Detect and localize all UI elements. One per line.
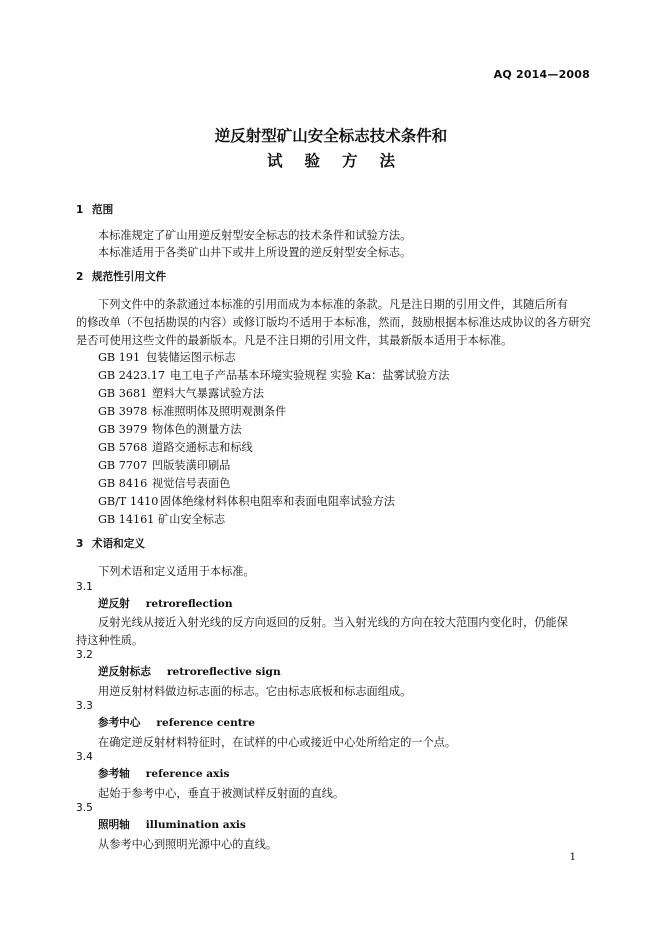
term-definition-line: 起始于参考中心，垂直于被测试样反射面的直线。 xyxy=(98,787,345,800)
section-1-heading xyxy=(76,203,113,217)
reference-title: 标准照明体及照明观测条件 xyxy=(152,405,287,418)
document-title-line-1: 逆反射型矿山安全标志技术条件和 xyxy=(214,127,448,145)
reference-item xyxy=(98,493,395,509)
section-3-intro: 下列术语和定义适用于本标准。 xyxy=(98,565,255,578)
term-chinese: 照明轴 xyxy=(98,819,130,831)
reference-title: 固体绝缘材料体积电阻率和表面电阻率试验方法 xyxy=(160,495,395,508)
section-2-title: 规范性引用文件 xyxy=(92,271,167,283)
term-number: 3.1 xyxy=(76,581,93,593)
term-definition-line: 在确定逆反射材料特征时，在试样的中心或接近中心处所给定的一个点。 xyxy=(98,736,457,749)
term-definition-line: 持这种性质。 xyxy=(76,634,144,647)
section-2-number: 2 xyxy=(76,271,84,283)
reference-title: 塑料大气暴露试验方法 xyxy=(152,387,264,400)
term-english: retroreflective sign xyxy=(166,666,281,678)
term-heading xyxy=(98,716,255,730)
page-number: 1 xyxy=(569,852,576,863)
reference-code: GB 191 xyxy=(98,351,141,364)
term-english: illumination axis xyxy=(145,819,246,831)
reference-title: 道路交通标志和标线 xyxy=(152,441,253,454)
section-1-paragraph: 本标准规定了矿山用逆反射型安全标志的技术条件和试验方法。 xyxy=(98,229,412,242)
reference-item xyxy=(98,457,230,473)
term-number: 3.3 xyxy=(76,700,93,712)
section-3-number: 3 xyxy=(76,538,84,550)
reference-item xyxy=(98,511,225,527)
reference-title: 视觉信号表面色 xyxy=(152,477,231,490)
term-number: 3.5 xyxy=(76,802,93,814)
reference-code: GB 7707 xyxy=(98,459,148,472)
section-2-heading xyxy=(76,270,166,284)
term-heading xyxy=(98,818,246,832)
section-1-paragraph: 本标准适用于各类矿山井下或井上所设置的逆反射型安全标志。 xyxy=(98,246,412,259)
term-definition-line: 从参考中心到照明光源中心的直线。 xyxy=(98,838,278,851)
term-heading xyxy=(98,767,229,781)
term-definition-line: 用逆反射材料做边标志面的标志。它由标志底板和标志面组成。 xyxy=(98,685,412,698)
standard-code: AQ 2014—2008 xyxy=(493,68,590,81)
reference-code: GB 2423.17 xyxy=(98,369,165,382)
term-english: reference centre xyxy=(156,717,256,729)
term-heading xyxy=(98,665,281,679)
section-2-intro-line: 下列文件中的条款通过本标准的引用而成为本标准的条款。凡是注日期的引用文件，其随后所有 xyxy=(98,298,568,311)
reference-code: GB/T 1410 xyxy=(98,495,159,508)
document-title-line-2: 试验方法 xyxy=(266,152,417,170)
reference-title: 凹版装潢印刷品 xyxy=(152,459,231,472)
section-3-heading xyxy=(76,537,145,551)
reference-code: GB 3978 xyxy=(98,405,148,418)
section-3-title: 术语和定义 xyxy=(92,538,145,550)
reference-code: GB 3681 xyxy=(98,387,148,400)
reference-title: 包装储运图示标志 xyxy=(146,351,236,364)
reference-code: GB 14161 xyxy=(98,513,155,526)
term-chinese: 参考中心 xyxy=(98,717,141,729)
term-number: 3.2 xyxy=(76,649,93,661)
reference-item xyxy=(98,421,242,437)
term-english: reference axis xyxy=(145,768,230,780)
reference-item xyxy=(98,349,236,365)
reference-item xyxy=(98,403,286,419)
reference-title: 矿山安全标志 xyxy=(158,513,226,526)
reference-code: GB 5768 xyxy=(98,441,148,454)
section-2-intro-line: 是否可使用这些文件的最新版本。凡是不注日期的引用文件，其最新版本适用于本标准。 xyxy=(76,334,513,347)
term-number: 3.4 xyxy=(76,751,93,763)
section-1-number: 1 xyxy=(76,204,84,216)
reference-code: GB 8416 xyxy=(98,477,148,490)
term-definition-line: 反射光线从接近入射光线的反方向返回的反射。当入射光线的方向在较大范围内变化时，仍能保 xyxy=(98,616,568,629)
reference-item xyxy=(98,385,264,401)
reference-code: GB 3979 xyxy=(98,423,148,436)
term-chinese: 逆反射 xyxy=(98,598,130,610)
section-2-intro-line: 的修改单（不包括勘误的内容）或修订版均不适用于本标准，然而，鼓励根据本标准达成协议的各方研究 xyxy=(76,316,591,329)
term-chinese: 参考轴 xyxy=(98,768,130,780)
reference-item xyxy=(98,439,253,455)
term-chinese: 逆反射标志 xyxy=(98,666,151,678)
reference-item xyxy=(98,475,230,491)
section-1-title: 范围 xyxy=(92,204,114,216)
reference-item xyxy=(98,367,449,383)
reference-title: 电工电子产品基本环境实验规程 实验 Ka：盐雾试验方法 xyxy=(170,369,450,382)
term-english: retroreflection xyxy=(145,598,233,610)
reference-title: 物体色的测量方法 xyxy=(152,423,242,436)
term-heading xyxy=(98,597,233,611)
